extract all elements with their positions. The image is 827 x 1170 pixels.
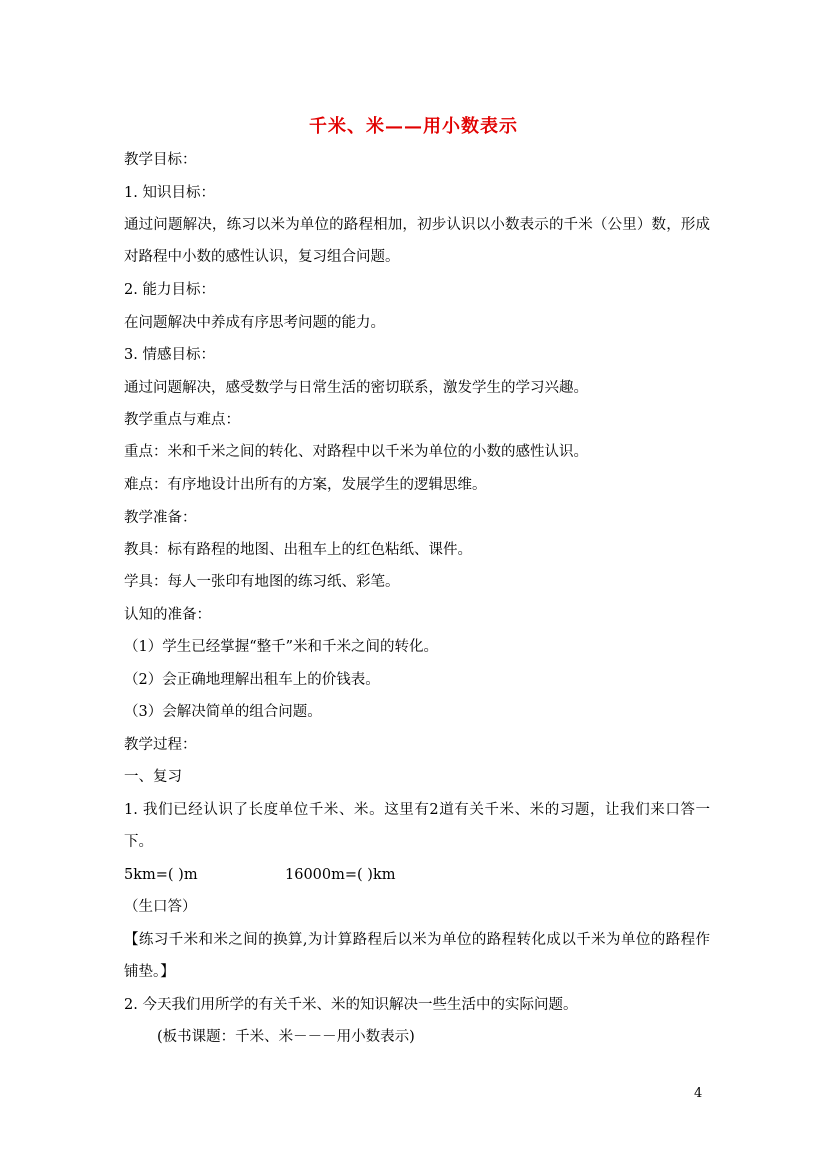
heading-key-points: 教学重点与难点： xyxy=(124,412,240,428)
document-title: 千米、米——用小数表示 xyxy=(309,116,518,137)
heading-teaching-objectives: 教学目标： xyxy=(124,152,197,168)
paragraph-student-aids: 学具：每人一张印有地图的练习纸、彩笔。 xyxy=(124,574,400,590)
paragraph-note-line-2: 铺垫。】 xyxy=(124,964,175,980)
paragraph-knowledge-line-2: 对路程中小数的感性认识，复习组合问题。 xyxy=(124,249,400,265)
list-item-preparation-3: （3）会解决简单的组合问题。 xyxy=(124,704,322,720)
paragraph-note-line-1: 【练习千米和米之间的换算,为计算路程后以米为单位的路程转化成以千米为单位的路程作 xyxy=(124,932,710,948)
paragraph-review-line-1: 1. 我们已经认识了长度单位千米、米。这里有2道有关千米、米的习题，让我们来口答一 xyxy=(124,802,710,818)
paragraph-knowledge-line-1: 通过问题解决，练习以米为单位的路程相加，初步认识以小数表示的千米（公里）数，形成 xyxy=(124,217,710,233)
heading-ability-objective: 2. 能力目标： xyxy=(124,282,215,298)
list-item-preparation-2: （2）会正确地理解出租车上的价钱表。 xyxy=(124,672,380,688)
paragraph-introduction: 2. 今天我们用所学的有关千米、米的知识解决一些生活中的实际问题。 xyxy=(124,997,578,1013)
paragraph-review-line-2: 下。 xyxy=(124,834,153,850)
paragraph-difficult-point: 难点：有序地设计出所有的方案，发展学生的逻辑思维。 xyxy=(124,477,487,493)
list-item-preparation-1: （1）学生已经掌握“整千”米和千米之间的转化。 xyxy=(124,639,439,655)
paragraph-emotion: 通过问题解决，感受数学与日常生活的密切联系，激发学生的学习兴趣。 xyxy=(124,380,588,396)
heading-review: 一、复习 xyxy=(124,769,182,785)
paragraph-oral-answer: （生口答） xyxy=(124,899,197,915)
heading-cognitive-preparation: 认知的准备： xyxy=(124,607,211,623)
heading-teaching-process: 教学过程： xyxy=(124,737,197,753)
exercise-formula-2: 16000m=( )km xyxy=(285,867,396,883)
paragraph-key-point: 重点：米和千米之间的转化、对路程中以千米为单位的小数的感性认识。 xyxy=(124,444,588,460)
heading-knowledge-objective: 1. 知识目标： xyxy=(124,185,215,201)
page-number: 4 xyxy=(694,1086,703,1101)
paragraph-teaching-aids: 教具：标有路程的地图、出租车上的红色粘纸、课件。 xyxy=(124,542,472,558)
paragraph-ability: 在问题解决中养成有序思考问题的能力。 xyxy=(124,315,385,331)
heading-preparation: 教学准备： xyxy=(124,510,197,526)
paragraph-board-title: (板书课题：千米、米－－－用小数表示) xyxy=(157,1029,415,1045)
heading-emotion-objective: 3. 情感目标： xyxy=(124,347,215,363)
exercise-formula-1: 5km=( )m xyxy=(124,867,198,883)
